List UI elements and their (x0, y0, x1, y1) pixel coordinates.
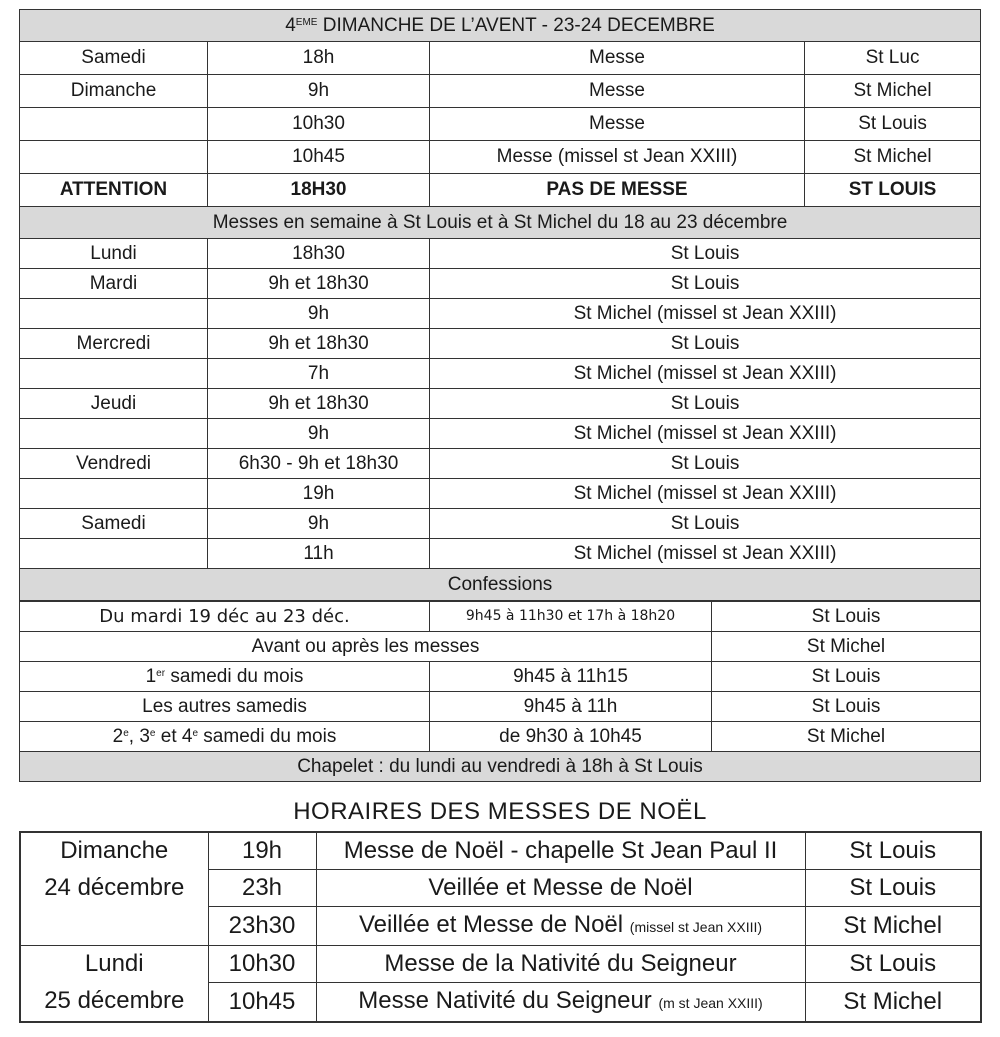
advent-title: 4EME DIMANCHE DE L’AVENT - 23-24 DECEMBRE (20, 10, 981, 42)
advent-schedule-table (19, 9, 981, 601)
table-row: Mardi 9h et 18h30 St Louis (20, 269, 981, 299)
noel-title: HORAIRES DES MESSES DE NOËL (293, 798, 707, 825)
table-row: Avant ou après les messes St Michel (20, 632, 981, 662)
table-row: Dimanche 9h Messe St Michel (20, 75, 981, 108)
table-row: Samedi 9h St Louis (20, 509, 981, 539)
header-row (20, 10, 981, 42)
chapelet-row: Chapelet : du lundi au vendredi à 18h à St Louis (20, 752, 981, 782)
table-row: 25 décembre 10h45 Messe Nativité du Seigneur (m st Jean XXIII) St Michel (20, 983, 981, 1023)
section-header: Messes en semaine à St Louis et à St Michel du 18 au 23 décembre (20, 207, 981, 239)
table-row: 9h St Michel (missel st Jean XXIII) (20, 299, 981, 329)
table-row: Samedi 18h Messe St Luc (20, 42, 981, 75)
table-row: 9h St Michel (missel st Jean XXIII) (20, 419, 981, 449)
section-header: Confessions (20, 569, 981, 601)
table-row: Lundi 10h30 Messe de la Nativité du Seigneur St Louis (20, 946, 981, 983)
table-row: 24 décembre 23h Veillée et Messe de Noël St Louis (20, 870, 981, 907)
attention-row: ATTENTION 18H30 PAS DE MESSE ST LOUIS (20, 174, 981, 207)
noel-table (19, 831, 982, 1023)
table-row: Dimanche 19h Messe de Noël - chapelle St Jean Paul II St Louis (20, 832, 981, 870)
table-row: 10h30 Messe St Louis (20, 108, 981, 141)
table-row: 7h St Michel (missel st Jean XXIII) (20, 359, 981, 389)
table-row: 19h St Michel (missel st Jean XXIII) (20, 479, 981, 509)
table-row: Lundi 18h30 St Louis (20, 239, 981, 269)
table-row: 1er samedi du mois 9h45 à 11h15 St Louis (20, 662, 981, 692)
confessions-table (19, 601, 981, 782)
table-row: 2e, 3e et 4e samedi du mois de 9h30 à 10h45 St Michel (20, 722, 981, 752)
table-row: Du mardi 19 déc au 23 déc. 9h45 à 11h30 et 17h à 18h20 St Louis (20, 602, 981, 632)
table-row: 23h30 Veillée et Messe de Noël (missel st Jean XXIII) St Michel (20, 907, 981, 946)
table-row: Mercredi 9h et 18h30 St Louis (20, 329, 981, 359)
table-row: 10h45 Messe (missel st Jean XXIII) St Michel (20, 141, 981, 174)
table-row: Les autres samedis 9h45 à 11h St Louis (20, 692, 981, 722)
table-row: Vendredi 6h30 - 9h et 18h30 St Louis (20, 449, 981, 479)
table-row: 11h St Michel (missel st Jean XXIII) (20, 539, 981, 569)
table-row: Jeudi 9h et 18h30 St Louis (20, 389, 981, 419)
